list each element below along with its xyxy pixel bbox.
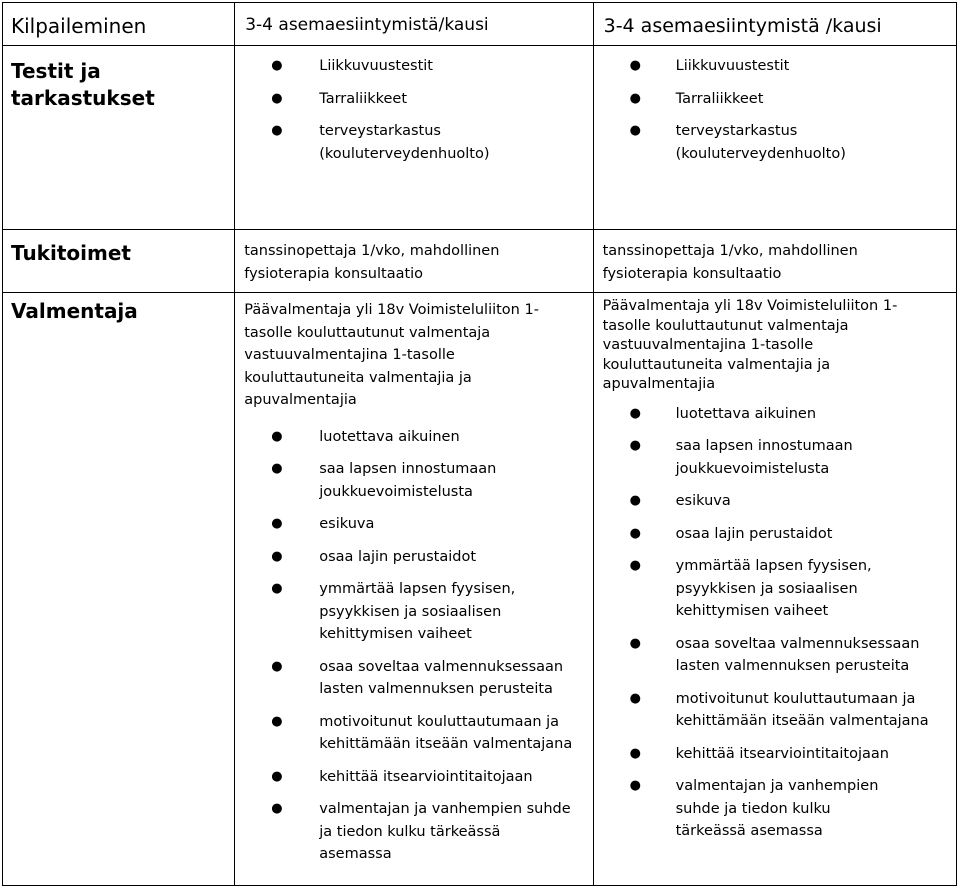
list-item: ● motivoitunut kouluttautumaan ja kehittämään itseään valmentajana	[594, 688, 956, 733]
requirements-table	[2, 2, 957, 886]
list-item: ● Tarraliikkeet	[594, 88, 956, 111]
list-item: ● kehittää itsearviointitaitojaan	[235, 766, 592, 789]
bullet-icon: ●	[629, 745, 641, 761]
list-item: ● esikuva	[235, 513, 592, 536]
list-item: ● terveystarkastus (kouluterveydenhuolto)	[594, 120, 956, 165]
tests-list-col2	[235, 55, 592, 165]
bullet-icon: ●	[629, 405, 641, 421]
coach-list-col3	[594, 403, 956, 843]
list-item: ● saa lapsen innostumaan joukkuevoimistelusta	[594, 435, 956, 480]
bullet-icon: ●	[271, 581, 283, 596]
support-label: Tukitoimet	[11, 241, 131, 265]
list-item: ● Tarraliikkeet	[235, 88, 592, 111]
bullet-icon: ●	[271, 123, 283, 138]
list-item: ● esikuva	[594, 490, 956, 513]
support-row	[3, 230, 957, 293]
header-col2: 3-4 asemaesiintymistä/kausi	[245, 15, 489, 35]
bullet-icon: ●	[629, 525, 641, 541]
bullet-icon: ●	[271, 58, 283, 73]
bullet-icon: ●	[629, 778, 641, 793]
bullet-icon: ●	[629, 635, 641, 651]
bullet-icon: ●	[271, 516, 283, 531]
bullet-icon: ●	[271, 428, 283, 444]
tests-list-col3	[594, 55, 956, 165]
bullet-icon: ●	[271, 768, 283, 784]
list-item: ● motivoitunut kouluttautumaan ja kehittämään itseään valmentajana	[235, 711, 592, 756]
header-title: Kilpaileminen	[11, 14, 147, 38]
coach-row	[3, 293, 957, 886]
bullet-icon: ●	[271, 713, 283, 729]
support-text-col3: tanssinopettaja 1/vko, mahdollinen fysioterapia konsultaatio	[602, 243, 858, 282]
bullet-icon: ●	[271, 90, 283, 106]
list-item: ● Liikkuvuustestit	[235, 55, 592, 78]
bullet-icon: ●	[629, 558, 641, 573]
list-item: ● saa lapsen innostumaan joukkuevoimistelusta	[235, 458, 592, 503]
bullet-icon: ●	[629, 123, 641, 138]
coach-list-col2	[235, 426, 592, 866]
list-item: ● kehittää itsearviointitaitojaan	[594, 743, 956, 766]
list-item: ● luotettava aikuinen	[235, 426, 592, 449]
bullet-icon: ●	[629, 90, 641, 106]
bullet-icon: ●	[629, 438, 641, 453]
coach-label: Valmentaja	[11, 299, 138, 323]
bullet-icon: ●	[629, 493, 641, 508]
bullet-icon: ●	[271, 461, 283, 476]
list-item: ● osaa soveltaa valmennuksessaan lasten valmennuksen perusteita	[594, 633, 956, 678]
header-row	[3, 3, 957, 46]
bullet-icon: ●	[271, 801, 283, 816]
list-item: ● valmentajan ja vanhempien suhde ja tiedon kulku tärkeässä asemassa	[594, 775, 956, 843]
support-text-col2: tanssinopettaja 1/vko, mahdollinen fysioterapia konsultaatio	[244, 243, 500, 282]
bullet-icon: ●	[271, 658, 283, 674]
tests-label: Testit ja tarkastukset	[11, 59, 155, 110]
list-item: ● osaa soveltaa valmennuksessaan lasten valmennuksen perusteita	[235, 656, 592, 701]
list-item: ● ymmärtää lapsen fyysisen, psyykkisen ja sosiaalisen kehittymisen vaiheet	[594, 555, 956, 623]
bullet-icon: ●	[629, 690, 641, 706]
header-col3: 3-4 asemaesiintymistä /kausi	[603, 15, 882, 37]
list-item: ● luotettava aikuinen	[594, 403, 956, 426]
list-item: ● Liikkuvuustestit	[594, 55, 956, 78]
bullet-icon: ●	[629, 58, 641, 73]
tests-row	[3, 46, 957, 230]
list-item: ● osaa lajin perustaidot	[594, 523, 956, 546]
list-item: ● terveystarkastus (kouluterveydenhuolto)	[235, 120, 592, 165]
list-item: ● ymmärtää lapsen fyysisen, psyykkisen ja sosiaalisen kehittymisen vaiheet	[235, 578, 592, 646]
bullet-icon: ●	[271, 548, 283, 564]
list-item: ● valmentajan ja vanhempien suhde ja tiedon kulku tärkeässä asemassa	[235, 798, 592, 866]
coach-intro-col3: Päävalmentaja yli 18v Voimisteluliiton 1-tasolle kouluttautunut valmentaja vastuuvalmentajina 1-tasolle kouluttautuneita valmentajia ja apuvalmentajia	[602, 298, 898, 392]
coach-intro-col2: Päävalmentaja yli 18v Voimisteluliiton 1-tasolle kouluttautunut valmentaja vastuuvalmentajina 1-tasolle kouluttautuneita valmentajia ja apuvalmentajia	[244, 302, 539, 408]
list-item: ● osaa lajin perustaidot	[235, 546, 592, 569]
